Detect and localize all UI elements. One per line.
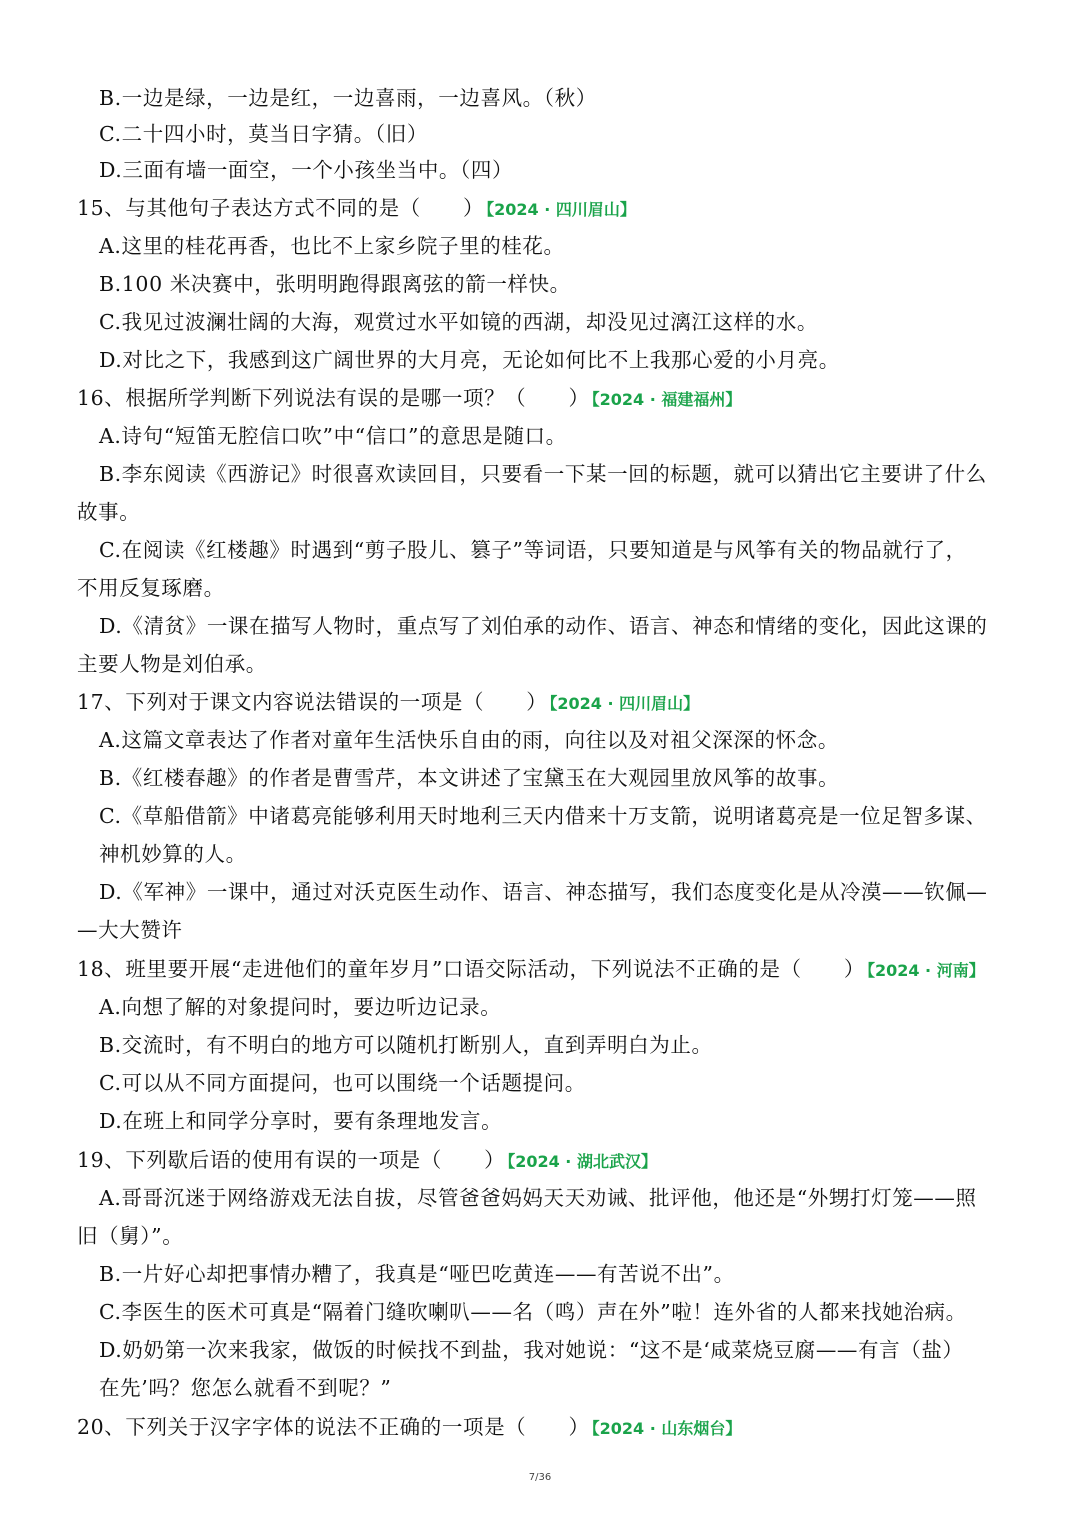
q15-option-a: A.这里的桂花再香，也比不上家乡院子里的桂花。	[99, 234, 565, 258]
q14-option-d: D.三面有墙一面空，一个小孩坐当中。（四）	[99, 158, 514, 182]
q14-option-b: B.一边是绿，一边是红，一边喜雨，一边喜风。（秋）	[99, 86, 597, 110]
q20-stem: 20、下列关于汉字字体的说法不正确的一项是（ ）	[77, 1415, 590, 1439]
q15-source-tag: 【2024 · 四川眉山】	[486, 200, 636, 219]
q15-stem-line	[77, 189, 636, 229]
q17-option-d-line2: —大大赞许	[77, 918, 183, 942]
q15-option-c: C.我见过波澜壮阔的大海，观赏过水平如镜的西湖，却没见过漓江这样的水。	[99, 310, 818, 334]
q17-option-c-line1: C.《草船借箭》中诸葛亮能够利用天时地利三天内借来十万支箭，说明诸葛亮是一位足智多谋、	[99, 804, 987, 828]
q16-option-d-line1: D.《清贫》一课在描写人物时，重点写了刘伯承的动作、语言、神态和情绪的变化，因此这课的	[99, 614, 988, 638]
q16-option-d-line2: 主要人物是刘伯承。	[77, 652, 267, 676]
q15-option-b: B.100 米决赛中，张明明跑得跟离弦的箭一样快。	[99, 272, 571, 296]
q18-option-d: D.在班上和同学分享时，要有条理地发言。	[99, 1109, 503, 1133]
q18-option-b: B.交流时，有不明白的地方可以随机打断别人，直到弄明白为止。	[99, 1033, 713, 1057]
q17-source-tag: 【2024 · 四川眉山】	[549, 694, 700, 713]
q19-stem: 19、下列歇后语的使用有误的一项是（ ）	[77, 1148, 506, 1172]
q16-option-b-line2: 故事。	[77, 500, 141, 524]
q17-stem-line	[77, 683, 699, 723]
q19-stem-line	[77, 1141, 657, 1181]
q14-option-c: C.二十四小时，莫当日字猜。（旧）	[99, 122, 428, 146]
q19-source-tag: 【2024 · 湖北武汉】	[507, 1152, 657, 1171]
q16-option-c-line2: 不用反复琢磨。	[77, 576, 225, 600]
q18-option-a: A.向想了解的对象提问时，要边听边记录。	[99, 995, 502, 1019]
q20-source-tag: 【2024 · 山东烟台】	[591, 1419, 742, 1438]
q17-option-a: A.这篇文章表达了作者对童年生活快乐自由的雨，向往以及对祖父深深的怀念。	[99, 728, 839, 752]
q19-option-d-line1: D.奶奶第一次来我家，做饭的时候找不到盐，我对她说：“这不是‘咸菜烧豆腐——有言（盐）	[99, 1338, 964, 1362]
q19-option-a-line1: A.哥哥沉迷于网络游戏无法自拔，尽管爸爸妈妈天天劝诫、批评他，他还是“外甥打灯笼——照	[99, 1186, 977, 1210]
page-number: 7/36	[528, 1472, 552, 1483]
q19-option-a-line2: 旧（舅）”。	[77, 1224, 184, 1248]
q15-option-d: D.对比之下，我感到这广阔世界的大月亮，无论如何比不上我那心爱的小月亮。	[99, 348, 840, 372]
q20-stem-line	[77, 1408, 741, 1448]
q17-stem: 17、下列对于课文内容说法错误的一项是（ ）	[77, 690, 548, 714]
q16-stem-line	[77, 379, 741, 419]
q16-option-a: A.诗句“短笛无腔信口吹”中“信口”的意思是随口。	[99, 424, 567, 448]
q19-option-c: C.李医生的医术可真是“隔着门缝吹喇叭——名（鸣）声在外”啦！连外省的人都来找她治病。	[99, 1300, 967, 1324]
q16-option-b-line1: B.李东阅读《西游记》时很喜欢读回目，只要看一下某一回的标题，就可以猜出它主要讲了什么	[99, 462, 987, 486]
q19-option-b: B.一片好心却把事情办糟了，我真是“哑巴吃黄连——有苦说不出”。	[99, 1262, 735, 1286]
q19-option-d-line2: 在先’吗？您怎么就看不到呢？”	[99, 1376, 392, 1400]
q15-stem: 15、与其他句子表达方式不同的是（ ）	[77, 196, 485, 220]
q16-stem: 16、根据所学判断下列说法有误的是哪一项？（ ）	[77, 386, 590, 410]
q17-option-d-line1: D.《军神》一课中，通过对沃克医生动作、语言、神态描写，我们态度变化是从冷漠——钦佩—	[99, 880, 988, 904]
q18-stem: 18、班里要开展“走进他们的童年岁月”口语交际活动，下列说法不正确的是（ ）	[77, 957, 865, 981]
q18-source-tag: 【2024 · 河南】	[866, 961, 985, 980]
q17-option-b: B.《红楼春趣》的作者是曹雪芹，本文讲述了宝黛玉在大观园里放风筝的故事。	[99, 766, 840, 790]
q18-stem-line	[77, 950, 985, 990]
q16-source-tag: 【2024 · 福建福州】	[591, 390, 742, 409]
q16-option-c-line1: C.在阅读《红楼趣》时遇到“剪子股儿、篡子”等词语，只要知道是与风筝有关的物品就行了，	[99, 538, 967, 562]
q18-option-c: C.可以从不同方面提问，也可以围绕一个话题提问。	[99, 1071, 586, 1095]
q17-option-c-line2: 神机妙算的人。	[99, 842, 247, 866]
